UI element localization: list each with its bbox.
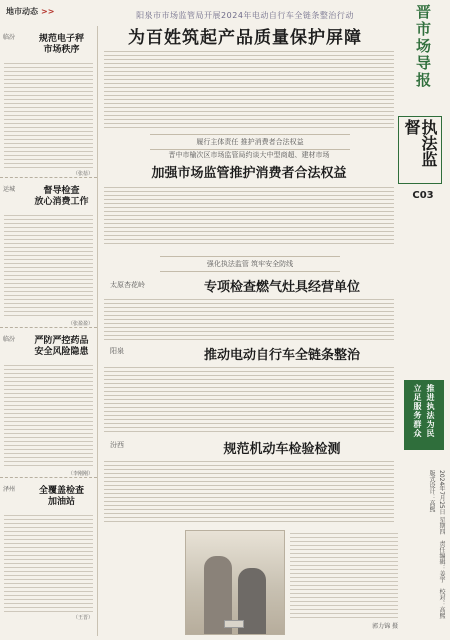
brief-region: 临汾 xyxy=(3,34,16,41)
brief-reporter: （张盈盈） xyxy=(67,321,93,327)
masthead xyxy=(398,4,448,204)
brief-body xyxy=(4,512,93,612)
article5-title: 规范机动车检验检测 xyxy=(223,442,341,457)
slogan-line: 推进执法为民 xyxy=(426,384,435,438)
brief-region: 临汾 xyxy=(3,336,16,343)
news-photo xyxy=(185,530,285,635)
brief-body xyxy=(4,212,93,318)
caption-text xyxy=(290,530,398,618)
newspaper-logo: 晋市场导报 xyxy=(414,4,432,89)
article5-body xyxy=(104,458,394,524)
brief-region: 泽州 xyxy=(3,486,16,493)
article4-title: 推动电动自行车全链条整治 xyxy=(203,348,360,363)
brief-title: 严防严控药品 安全风险隐患 xyxy=(34,336,89,357)
article2-band: 履行主体责任 推护消费者合法权益 xyxy=(150,134,350,150)
brief-title: 督导检查 放心消费工作 xyxy=(34,186,89,207)
slogan-line: 立足服务群众 xyxy=(413,384,422,438)
article3-body xyxy=(104,296,394,342)
lead-subheadline: 阳泉市市场监管局开展2024年电动自行车全链条整治行动 xyxy=(136,11,354,20)
brief-column xyxy=(0,26,98,636)
article2-title: 加强市场监管推护消费者合法权益 xyxy=(151,166,347,181)
section-box xyxy=(398,116,442,184)
page-number: C03 xyxy=(412,190,434,201)
brief-reporter: （王晋） xyxy=(72,615,93,621)
photo-credit: 郭力锦 摄 xyxy=(372,623,398,630)
brief-reporter: （张蓓） xyxy=(72,171,93,177)
colophon: 2024年7月25日 星期四 责任编辑：姜宇 校对：高熙 版式设计：高熙 xyxy=(428,470,445,625)
slogan-box xyxy=(404,380,444,450)
brief-title: 规范电子秤 市场秩序 xyxy=(38,34,84,55)
section-arrows: >> xyxy=(41,6,55,16)
brief-body xyxy=(4,60,93,168)
article2-body xyxy=(104,184,394,246)
scale-device xyxy=(224,620,244,628)
photo-caption xyxy=(290,530,398,635)
brief-region: 运城 xyxy=(3,186,16,193)
article2-subtitle: 晋中市榆次区市场监管局约谈大中型商超、建材市场 xyxy=(168,151,330,159)
article3-tag: 太原杏花岭 xyxy=(110,281,145,289)
section-label: 地市动态 xyxy=(6,6,38,16)
brief-title: 全覆盖检查 加油站 xyxy=(38,486,84,507)
lead-article-body xyxy=(104,48,394,128)
article5-tag: 汾西 xyxy=(110,441,124,449)
brief-item xyxy=(0,26,97,178)
section-title: 执法监督 xyxy=(402,119,438,167)
brief-item xyxy=(0,178,97,328)
brief-item xyxy=(0,478,97,628)
article3-band: 强化执法监管 筑牢安全防线 xyxy=(160,256,340,272)
brief-item xyxy=(0,328,97,478)
article4-body xyxy=(104,364,394,434)
brief-reporter: （李刚刚） xyxy=(67,471,93,477)
lead-headline xyxy=(100,10,390,48)
article4-tag: 阳泉 xyxy=(110,347,124,355)
brief-body xyxy=(4,362,93,468)
lead-title: 为百姓筑起产品质量保护屏障 xyxy=(128,28,362,48)
article3-title: 专项检查燃气灶具经营单位 xyxy=(203,280,360,295)
